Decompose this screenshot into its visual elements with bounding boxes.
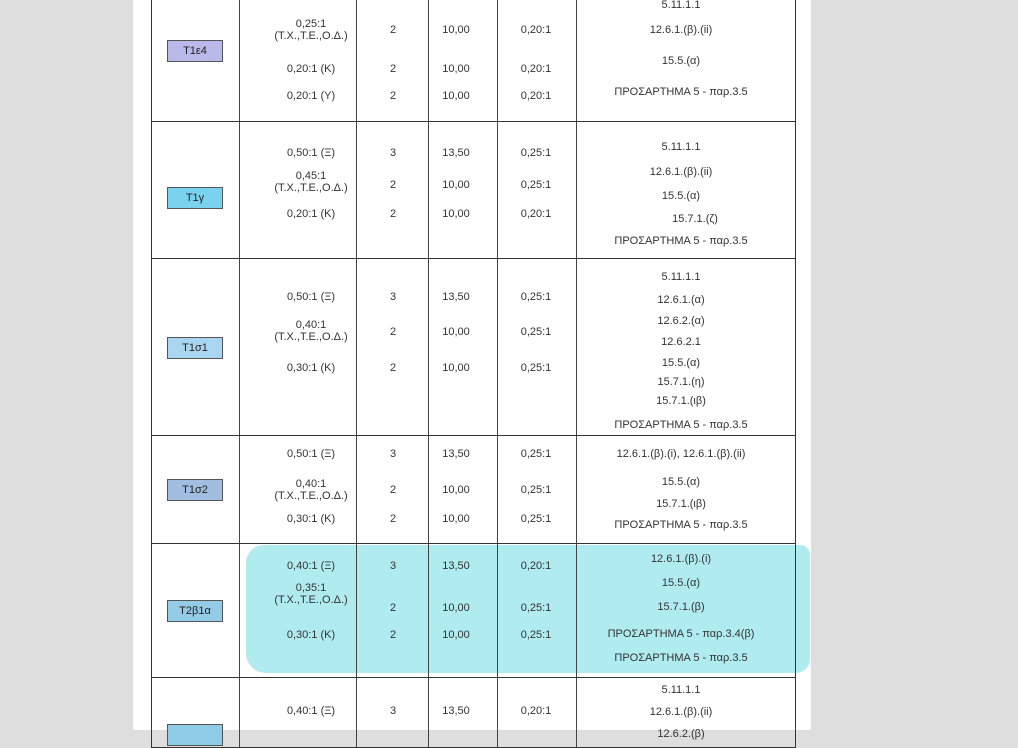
floors-value: 2 xyxy=(389,90,397,102)
coverage-value: 0,20:1 xyxy=(520,63,552,75)
height-value: 13,50 xyxy=(442,291,470,303)
height-value: 10,00 xyxy=(442,362,470,374)
column-divider xyxy=(497,0,498,121)
column-divider xyxy=(239,544,240,677)
coverage-value: 0,25:1 xyxy=(520,602,552,614)
height-value: 13,50 xyxy=(442,560,470,572)
reference-text: 15.7.1.(ιβ) xyxy=(656,395,706,407)
column-divider xyxy=(428,0,429,121)
height-value: 10,00 xyxy=(442,602,470,614)
floors-value: 2 xyxy=(389,602,397,614)
column-divider xyxy=(239,436,240,543)
reference-text: ΠΡΟΣΑΡΤΗΜΑ 5 - παρ.3.4(β) xyxy=(607,628,755,640)
column-divider xyxy=(576,122,577,258)
column-divider xyxy=(576,678,577,747)
reference-text: 5.11.1.1 xyxy=(661,141,701,153)
column-divider xyxy=(576,0,577,121)
coverage-value: 0,25:1 xyxy=(520,513,552,525)
building-ratio-text: 0,50:1 (Ξ) xyxy=(286,448,336,460)
building-ratio-text: 0,25:1 xyxy=(295,18,327,30)
reference-text: 12.6.2.(α) xyxy=(657,315,705,327)
column-divider xyxy=(428,544,429,677)
height-value: 13,50 xyxy=(442,448,470,460)
table-row xyxy=(151,544,796,678)
floors-value: 2 xyxy=(389,326,397,338)
building-ratio-text: 0,40:1 xyxy=(295,478,327,490)
column-divider xyxy=(239,678,240,747)
column-divider xyxy=(356,0,357,121)
column-divider xyxy=(428,678,429,747)
floors-value: 3 xyxy=(389,147,397,159)
building-ratio-text: 0,20:1 (Κ) xyxy=(286,63,336,75)
column-divider xyxy=(356,678,357,747)
column-divider xyxy=(428,259,429,435)
column-divider xyxy=(356,122,357,258)
floors-value: 2 xyxy=(389,629,397,641)
zone-code-badge: T1γ xyxy=(167,187,223,209)
floors-value: 2 xyxy=(389,63,397,75)
building-ratio-text: 0,50:1 (Ξ) xyxy=(286,147,336,159)
height-value: 10,00 xyxy=(442,326,470,338)
reference-text: 12.6.1.(β).(ii) xyxy=(649,24,713,36)
reference-text: 5.11.1.1 xyxy=(661,0,701,11)
zone-code-badge: T2β1α xyxy=(167,600,223,622)
floors-value: 3 xyxy=(389,448,397,460)
coverage-value: 0,20:1 xyxy=(520,560,552,572)
height-value: 13,50 xyxy=(442,147,470,159)
reference-text: 12.6.1.(β).(i) xyxy=(650,553,712,565)
building-ratio-text: 0,20:1 (Κ) xyxy=(286,208,336,220)
zone-code-badge: T1ε4 xyxy=(167,40,223,62)
floors-value: 3 xyxy=(389,291,397,303)
coverage-value: 0,25:1 xyxy=(520,484,552,496)
column-divider xyxy=(497,436,498,543)
reference-text: 15.7.1.(β) xyxy=(657,601,705,613)
coverage-value: 0,20:1 xyxy=(520,24,552,36)
floors-value: 2 xyxy=(389,362,397,374)
building-ratio-text: (Τ.Χ.,Τ.Ε.,Ο.Δ.) xyxy=(274,30,348,42)
coverage-value: 0,25:1 xyxy=(520,291,552,303)
column-divider xyxy=(428,122,429,258)
reference-text: ΠΡΟΣΑΡΤΗΜΑ 5 - παρ.3.5 xyxy=(614,519,748,531)
table-row xyxy=(151,259,796,436)
zoning-table xyxy=(151,0,796,748)
column-divider xyxy=(356,436,357,543)
building-ratio-text: 0,20:1 (Υ) xyxy=(286,90,336,102)
table-row xyxy=(151,436,796,544)
coverage-value: 0,25:1 xyxy=(520,629,552,641)
column-divider xyxy=(576,436,577,543)
column-divider xyxy=(239,259,240,435)
zone-code-badge: T1σ2 xyxy=(167,479,223,501)
table-row xyxy=(151,0,796,122)
building-ratio-text: (Τ.Χ.,Τ.Ε.,Ο.Δ.) xyxy=(274,182,348,194)
coverage-value: 0,25:1 xyxy=(520,362,552,374)
height-value: 10,00 xyxy=(442,484,470,496)
column-divider xyxy=(497,122,498,258)
column-divider xyxy=(497,259,498,435)
column-divider xyxy=(576,259,577,435)
building-ratio-text: 0,40:1 xyxy=(295,319,327,331)
floors-value: 3 xyxy=(389,560,397,572)
building-ratio-text: 0,30:1 (Κ) xyxy=(286,362,336,374)
reference-text: ΠΡΟΣΑΡΤΗΜΑ 5 - παρ.3.5 xyxy=(614,86,748,98)
height-value: 10,00 xyxy=(442,90,470,102)
floors-value: 2 xyxy=(389,208,397,220)
column-divider xyxy=(497,678,498,747)
table-row xyxy=(151,678,796,748)
reference-text: 12.6.1.(β).(ii) xyxy=(649,166,713,178)
coverage-value: 0,20:1 xyxy=(520,705,552,717)
column-divider xyxy=(356,544,357,677)
reference-text: 12.6.2.1 xyxy=(661,336,701,348)
building-ratio-text: 0,40:1 (Ξ) xyxy=(286,705,336,717)
building-ratio-text: 0,30:1 (Κ) xyxy=(286,629,336,641)
height-value: 10,00 xyxy=(442,179,470,191)
column-divider xyxy=(428,436,429,543)
height-value: 10,00 xyxy=(442,24,470,36)
reference-text: 12.6.1.(β).(ii) xyxy=(649,706,713,718)
coverage-value: 0,20:1 xyxy=(520,90,552,102)
building-ratio-text: (Τ.Χ.,Τ.Ε.,Ο.Δ.) xyxy=(274,490,348,502)
reference-text: 12.6.2.(β) xyxy=(657,728,705,740)
column-divider xyxy=(239,0,240,121)
coverage-value: 0,25:1 xyxy=(520,448,552,460)
column-divider xyxy=(356,259,357,435)
building-ratio-text: 0,45:1 xyxy=(295,170,327,182)
reference-text: 15.5.(α) xyxy=(661,476,701,488)
height-value: 10,00 xyxy=(442,629,470,641)
reference-text: 15.5.(α) xyxy=(661,55,701,67)
building-ratio-text: 0,30:1 (Κ) xyxy=(286,513,336,525)
floors-value: 2 xyxy=(389,484,397,496)
height-value: 13,50 xyxy=(442,705,470,717)
reference-text: 5.11.1.1 xyxy=(661,271,701,283)
reference-text: ΠΡΟΣΑΡΤΗΜΑ 5 - παρ.3.5 xyxy=(614,235,748,247)
floors-value: 2 xyxy=(389,24,397,36)
reference-text: 12.6.1.(α) xyxy=(657,294,705,306)
building-ratio-text: (Τ.Χ.,Τ.Ε.,Ο.Δ.) xyxy=(274,594,348,606)
reference-text: 15.5.(α) xyxy=(661,357,701,369)
reference-text: 5.11.1.1 xyxy=(661,684,701,696)
building-ratio-text: 0,35:1 xyxy=(295,582,327,594)
height-value: 10,00 xyxy=(442,208,470,220)
coverage-value: 0,20:1 xyxy=(520,208,552,220)
column-divider xyxy=(497,544,498,677)
reference-text: ΠΡΟΣΑΡΤΗΜΑ 5 - παρ.3.5 xyxy=(614,652,748,664)
reference-text: 12.6.1.(β).(i), 12.6.1.(β).(ii) xyxy=(616,448,746,460)
column-divider xyxy=(576,544,577,677)
coverage-value: 0,25:1 xyxy=(520,326,552,338)
reference-text: 15.7.1.(ζ) xyxy=(672,213,718,225)
coverage-value: 0,25:1 xyxy=(520,147,552,159)
reference-text: 15.5.(α) xyxy=(661,577,701,589)
height-value: 10,00 xyxy=(442,513,470,525)
reference-text: 15.7.1.(ιβ) xyxy=(656,498,706,510)
building-ratio-text: 0,50:1 (Ξ) xyxy=(286,291,336,303)
floors-value: 3 xyxy=(389,705,397,717)
zone-code-badge xyxy=(167,724,223,746)
building-ratio-text: (Τ.Χ.,Τ.Ε.,Ο.Δ.) xyxy=(274,331,348,343)
height-value: 10,00 xyxy=(442,63,470,75)
building-ratio-text: 0,40:1 (Ξ) xyxy=(286,560,336,572)
floors-value: 2 xyxy=(389,513,397,525)
table-row xyxy=(151,122,796,259)
zone-code-badge: T1σ1 xyxy=(167,337,223,359)
column-divider xyxy=(239,122,240,258)
floors-value: 2 xyxy=(389,179,397,191)
coverage-value: 0,25:1 xyxy=(520,179,552,191)
reference-text: 15.5.(α) xyxy=(661,190,701,202)
reference-text: 15.7.1.(η) xyxy=(657,376,705,388)
reference-text: ΠΡΟΣΑΡΤΗΜΑ 5 - παρ.3.5 xyxy=(614,419,748,431)
